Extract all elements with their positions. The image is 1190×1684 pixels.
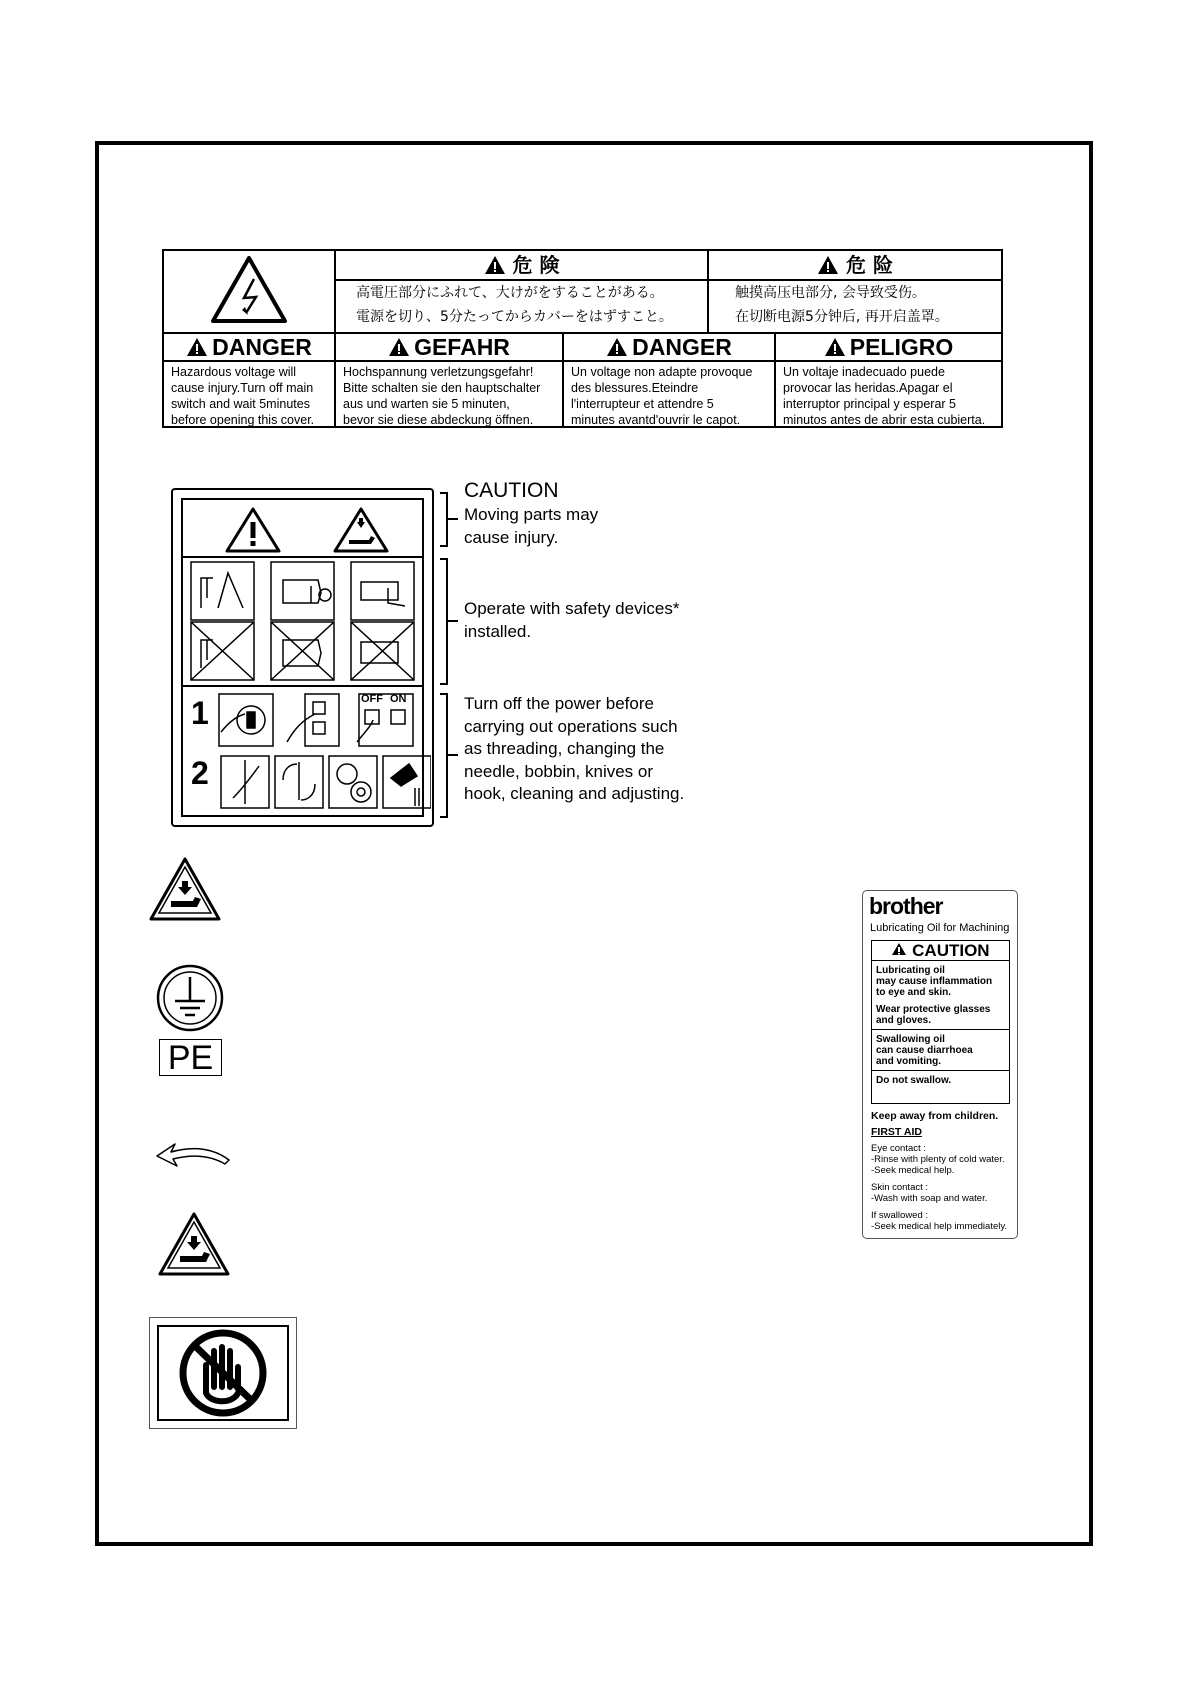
en-danger-text [164,362,336,430]
jp-line-2: 電源を切り、5分たってからカバーをはずすこと。 [356,309,673,325]
warning-triangle-icon [388,337,410,357]
cn-line-1: 触摸高压电部分, 会导致受伤。 [735,285,926,301]
oil-line: Lubricating oil [876,965,945,976]
brand-logo: brother [869,893,943,919]
first-aid-line: Skin contact : [871,1182,929,1193]
rotation-direction-arrow-icon [155,1140,233,1170]
oil-caution-title [871,940,1010,961]
es-line: Un voltaje inadecuado puede [783,365,945,379]
fr-danger-text [564,362,776,430]
do-not-touch-sign [149,1317,297,1429]
en-line: switch and wait 5minutes [171,397,310,411]
oil-line: and gloves. [876,1015,932,1026]
high-voltage-icon [164,251,334,332]
fr-line: minutes avantd'ouvrir le capot. [571,413,741,427]
caution-line: needle, bobbin, knives or [464,761,654,781]
safety-devices-pictograms [183,558,422,685]
de-line: aus und warten sie 5 minuten, [343,397,510,411]
es-title-text: PELIGRO [849,334,954,360]
caution-text-3 [464,693,684,806]
es-danger-title [776,334,1001,360]
en-danger-title [164,334,334,360]
switch-on-text: ON [390,693,407,705]
oil-line: and vomiting. [876,1056,941,1067]
caution-line: installed. [464,621,532,641]
first-aid-line: If swallowed : [871,1210,929,1221]
first-aid-text [871,1143,1007,1232]
caution-line: carrying out operations such [464,716,678,736]
fr-line: Un voltage non adapte provoque [571,365,753,379]
switch-off-text: OFF [361,693,383,705]
general-warning-icon [223,506,283,554]
hand-crush-warning-icon [156,1210,232,1278]
danger-warning-label [162,249,1003,428]
maintenance-operations-pictograms [219,754,431,810]
step-2-number: 2 [191,755,209,791]
bracket-tick-3 [448,754,458,756]
first-aid-line: Eye contact : [871,1143,926,1154]
es-line: provocar las heridas.Apagar el [783,381,953,395]
fr-line: l'interrupteur et attendre 5 [571,397,714,411]
caution-line: Turn off the power before [464,694,654,713]
es-danger-text [776,362,1005,430]
jp-line-1: 高電圧部分にふれて、大けがをすることがある。 [356,285,664,301]
de-line: Hochspannung verletzungsgefahr! [343,365,534,379]
oil-line: Swallowing oil [876,1034,945,1045]
en-line: cause injury.Turn off main [171,381,314,395]
en-line: before opening this cover. [171,413,315,427]
fr-line: des blessures.Eteindre [571,381,699,395]
no-hand-icon [176,1327,270,1419]
bracket-3 [440,693,448,818]
de-danger-title [336,334,562,360]
warning-triangle-icon [817,255,839,275]
keep-away-text: Keep away from children. [871,1110,999,1122]
oil-line: Wear protective glasses [876,1004,991,1015]
caution-line: Moving parts may [464,505,599,524]
bracket-2 [440,558,448,685]
product-name: Lubricating Oil for Machining [870,922,1010,934]
oil-line: may cause inflammation [876,976,993,987]
caution-line: cause injury. [464,527,559,547]
warning-triangle-icon [186,337,208,357]
caution-title: CAUTION [464,479,559,502]
oil-line: can cause diarrhoea [876,1045,973,1056]
oil-caution-text: CAUTION [912,941,990,960]
en-line: Hazardous voltage will [171,365,297,379]
first-aid-line: -Wash with soap and water. [871,1193,988,1204]
caution-label-inner [181,498,424,817]
de-title-text: GEFAHR [414,334,510,360]
lubricating-oil-label [862,890,1018,1239]
caution-label [171,488,434,827]
es-line: minutos antes de abrir esta cubierta. [783,413,986,427]
warning-triangle-icon [484,255,506,275]
cn-line-2: 在切断电源5分钟后, 再开启盖罩。 [735,309,949,325]
step-1-number: 1 [191,695,209,731]
de-line: bevor sie diese abdeckung öffnen. [343,413,534,427]
es-line: interruptor principal y esperar 5 [783,397,956,411]
warning-triangle-icon [824,337,846,357]
caution-line: hook, cleaning and adjusting. [464,784,685,803]
bracket-tick-1 [448,518,458,520]
fr-title-text: DANGER [632,334,732,360]
jp-danger-text [356,281,706,329]
de-line: Bitte schalten sie den hauptschalter [343,381,541,395]
warning-triangle-icon [606,337,628,357]
caution-text-2 [464,598,679,643]
first-aid-heading: FIRST AID [871,1126,922,1138]
caution-text-1 [464,504,598,549]
oil-line: Do not swallow. [876,1075,952,1086]
first-aid-line: -Seek medical help. [871,1165,955,1176]
cn-title-text: 危 险 [846,253,893,277]
fr-danger-title [564,334,774,360]
caution-line: Operate with safety devices* [464,599,680,618]
first-aid-line: -Rinse with plenty of cold water. [871,1154,1005,1165]
pe-label: PE [159,1039,222,1076]
en-title-text: DANGER [212,334,312,360]
oil-caution-box [871,960,1010,1104]
jp-title-text: 危 険 [512,253,560,277]
caution-line: as threading, changing the [464,739,665,758]
first-aid-line: -Seek medical help immediately. [871,1221,1008,1232]
warning-triangle-icon [891,942,907,956]
cn-danger-title [709,251,1001,279]
protective-earth-icon [155,963,225,1033]
bracket-tick-2 [448,620,458,622]
cn-danger-text [735,281,1001,329]
oil-line: to eye and skin. [876,987,952,998]
de-danger-text [336,362,564,430]
hand-crush-warning-icon [147,855,223,923]
hand-crush-warning-icon [331,506,391,554]
bracket-1 [440,492,448,547]
jp-danger-title [336,251,707,279]
